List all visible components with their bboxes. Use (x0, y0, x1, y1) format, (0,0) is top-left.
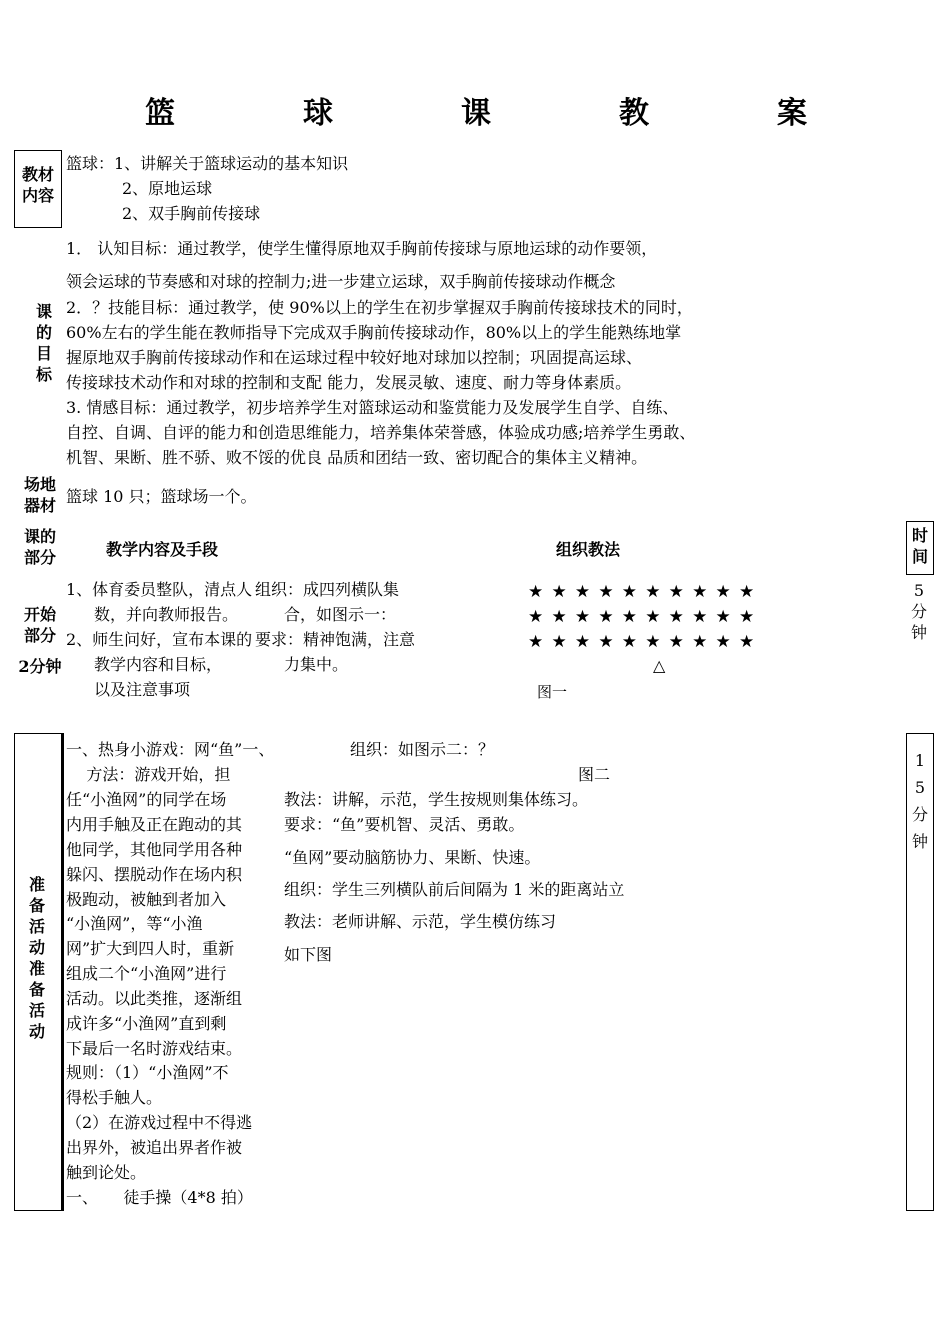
part-label: 课的部分 (23, 527, 56, 567)
opening-content-2b: 教学内容和目标， (94, 655, 223, 674)
prep-requirement-2: “鱼网”要动脑筋协力、果断、快速。 (284, 848, 541, 867)
prep-divider-line (62, 733, 64, 1211)
opening-time-label: 2分钟 (18, 657, 62, 676)
opening-content-1: 1、体育委员整队，清点人 (66, 580, 253, 599)
prep-left-line: 他同学，其他同学用各种 (66, 840, 243, 859)
title-char-3: 课 (461, 96, 491, 131)
prep-left-line: （2）在游戏过程中不得逃 (66, 1113, 253, 1132)
prep-left-line: 躲闪、摆脱动作在场内积 (66, 865, 243, 884)
opening-org-2: 要求：精神饱满，注意 (255, 630, 416, 649)
prep-left-line: 触到论处。 (66, 1163, 147, 1182)
prep-left-line: 规则：（1）“小渔网”不 (66, 1063, 229, 1082)
prep-see-below: 如下图 (284, 945, 333, 964)
objective-line-5: 握原地双手胸前传接球动作和在运球过程中较好地对球加以控制；巩固提高运球、 (66, 348, 643, 367)
prep-left-line: 得松手触人。 (66, 1088, 163, 1107)
prep-org-title: 组织：如图示二：？ (350, 740, 495, 759)
time-header-box (906, 521, 934, 575)
figure-2-label: 图二 (578, 765, 611, 784)
title-char-1: 篮 (145, 96, 175, 131)
prep-method: 教法：讲解，示范，学生按规则集体练习。 (284, 790, 589, 809)
star-row-1: ★★★★★★★★★★ (528, 582, 763, 602)
material-label-box (14, 150, 62, 228)
prep-left-line: 方法：游戏开始，担 (66, 765, 231, 784)
title-char-4: 教 (619, 96, 649, 131)
prep-left-line: 网”扩大到四人时，重新 (66, 939, 235, 958)
header-content: 教学内容及手段 (106, 540, 219, 559)
teacher-triangle-icon: △ (653, 656, 666, 675)
objective-line-8: 自控、自调、自评的能力和创造思维能力，培养集体荣誉感，体验成功感;培养学生勇敢、 (66, 423, 696, 442)
prep-left-line: “小渔网”，等“小渔 (66, 914, 203, 933)
material-label: 教材内容 (21, 165, 54, 205)
time-15-box (906, 733, 934, 1211)
prep-left-line: 活动。以此类推，逐渐组 (66, 989, 243, 1008)
title-char-2: 球 (303, 96, 333, 131)
equipment-text: 篮球 10 只；篮球场一个。 (66, 487, 257, 506)
prep-left-line: 一、热身小游戏：网“鱼”一、 (66, 740, 275, 759)
objective-line-7: 3. 情感目标：通过教学，初步培养学生对篮球运动和鉴赏能力及发展学生自学、自练、 (66, 398, 679, 417)
prep-requirement: 要求：“鱼”要机智、灵活、勇敢。 (284, 815, 525, 834)
equipment-label: 场地器材 (23, 475, 56, 515)
opening-org-1b: 合，如图示一： (284, 605, 397, 624)
opening-content-3: 以及注意事项 (94, 680, 191, 699)
prep-left-line: 组成二个“小渔网”进行 (66, 964, 227, 983)
time-header-label: 时间 (911, 526, 928, 566)
opening-label: 开始部分 (23, 605, 56, 645)
prep-left-line: 下最后一名时游戏结束。 (66, 1039, 243, 1058)
material-line-3: 2、双手胸前传接球 (122, 204, 261, 223)
objective-line-2: 领会运球的节奏感和对球的控制力;进一步建立运球，双手胸前传接球动作概念 (66, 272, 616, 291)
objective-line-6: 传接球技术动作和对球的控制和支配 能力，发展灵敏、速度、耐力等身体素质。 (66, 373, 632, 392)
opening-org-1: 组织：成四列横队集 (255, 580, 400, 599)
prep-left-line: 极跑动，被触到者加入 (66, 890, 227, 909)
prep-left-line: 一、 徒手操（4*8 拍） (66, 1188, 253, 1207)
objective-line-3: 2．？技能目标：通过教学，使 90%以上的学生在初步掌握双手胸前传接球技术的同时， (66, 298, 693, 317)
objectives-label: 课的目标 (35, 302, 52, 384)
time-5-label: 5分钟 (910, 581, 927, 642)
prep-label-box (14, 733, 62, 1211)
prep-label: 准备活动准备活动 (28, 875, 45, 1041)
objective-line-4: 60%左右的学生能在教师指导下完成双手胸前传接球动作，80%以上的学生能熟练地掌 (66, 323, 682, 342)
header-organization: 组织教法 (556, 540, 621, 559)
time-15-label: 15分钟 (911, 751, 928, 851)
material-line-2: 2、原地运球 (122, 179, 213, 198)
material-line-1: 篮球：1、讲解关于篮球运动的基本知识 (66, 154, 349, 173)
prep-left-line: 内用手触及正在跑动的其 (66, 815, 243, 834)
star-row-2: ★★★★★★★★★★ (528, 607, 763, 627)
prep-left-line: 成许多“小渔网”直到剩 (66, 1014, 227, 1033)
prep-method-2: 教法：老师讲解、示范，学生模仿练习 (284, 912, 557, 931)
prep-organization: 组织：学生三列横队前后间隔为 1 米的距离站立 (284, 880, 625, 899)
prep-left-line: 出界外，被追出界者作被 (66, 1138, 243, 1157)
opening-content-1b: 数，并向教师报告。 (94, 605, 239, 624)
prep-left-line: 任“小渔网”的同学在场 (66, 790, 227, 809)
opening-content-2: 2、师生问好，宣布本课的 (66, 630, 253, 649)
opening-org-2b: 力集中。 (284, 655, 349, 674)
title-char-5: 案 (777, 96, 807, 131)
star-row-3: ★★★★★★★★★★ (528, 632, 763, 652)
objective-line-1: 1． 认知目标：通过教学，使学生懂得原地双手胸前传接球与原地运球的动作要领， (66, 239, 658, 258)
objective-line-9: 机智、果断、胜不骄、败不馁的优良 品质和团结一致、密切配合的集体主义精神。 (66, 448, 648, 467)
figure-1-label: 图一 (537, 683, 568, 701)
